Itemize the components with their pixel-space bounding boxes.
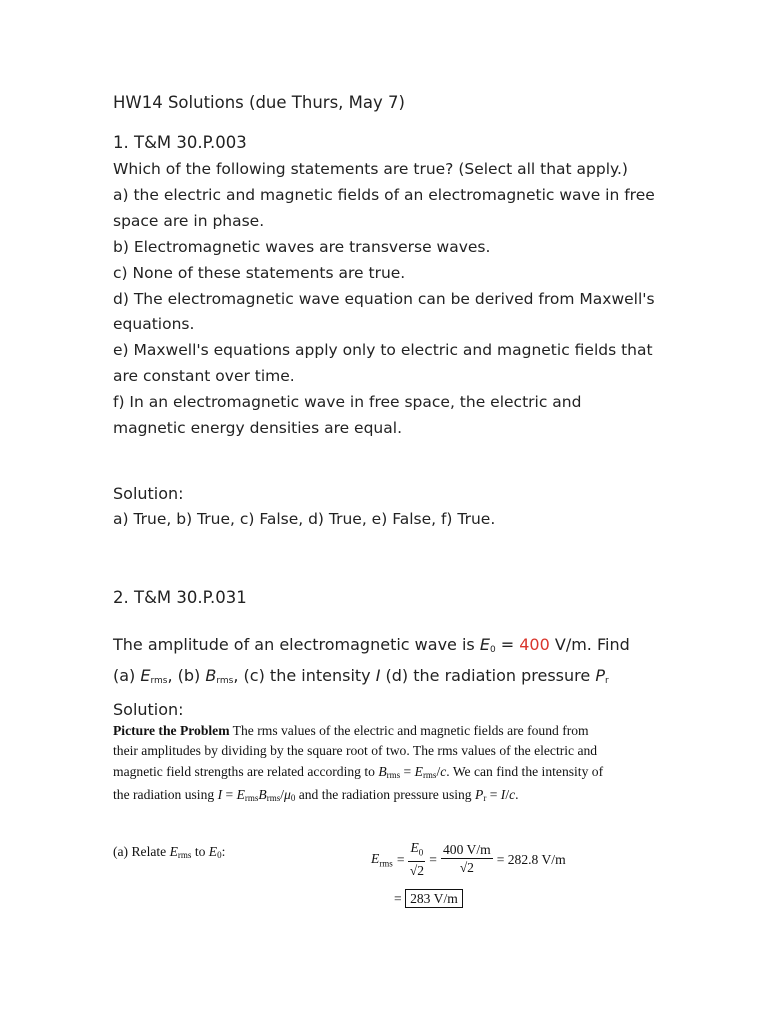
erms-result: = 282.8 V/m: [496, 851, 566, 867]
part-a-label: (a) Relate $E_{rms}$ to $E_0$:: [113, 844, 226, 860]
problem-2-statement: The amplitude of an electromagnetic wave is $E_0 = 400$ V/m. Find (a) $E_{rms}$, (b) $B_{rms}$, (c) the intensity I (d) the radiation pressure $P_r$: [113, 635, 630, 686]
option-d: d) The electromagnetic wave equation can be derived from Maxwell's equations.: [113, 289, 655, 334]
option-a: a) the electric and magnetic fields of an electromagnetic wave in free space are in phase.: [113, 185, 655, 230]
option-c: c) None of these statements are true.: [113, 263, 406, 282]
problem-1-question: Which of the following statements are true? (Select all that apply.): [113, 160, 628, 178]
problem-1-heading: 1. T&M 30.P.003: [113, 133, 247, 152]
amplitude-value: 400: [519, 635, 550, 654]
problem-2-heading: 2. T&M 30.P.031: [113, 588, 247, 607]
erms-boxed-answer: 283 V/m: [405, 889, 463, 908]
problem-1-answers: a) True, b) True, c) False, d) True, e) False, f) True.: [113, 510, 496, 528]
problem-1-question-block: [113, 157, 658, 442]
fraction-e0-sqrt2: $\frac{E_0}{√2}$: [409, 840, 425, 878]
erms-boxed-answer-row: = 283 V/m: [394, 891, 463, 907]
option-e: e) Maxwell's equations apply only to electric and magnetic fields that are constant over time.: [113, 341, 653, 386]
problem-1-solution-label: Solution:: [113, 484, 184, 503]
problem-2-solution-label: Solution:: [113, 700, 184, 719]
picture-the-problem: Picture the Problem The rms values of the electric and magnetic fields are found from their amplitudes by dividing by the square root of two. The rms values of the electric and magnetic field strengths are related according to $B_{rms} = E_{rms}/c$. We can find the intensity of the radiation using $I = E_{rms}B_{rms}/\mu_0$ and the radiation pressure using $P_r = I/c$.: [113, 723, 604, 803]
option-f: f) In an electromagnetic wave in free space, the electric and magnetic energy densities are equal.: [113, 393, 582, 438]
fraction-400-sqrt2: $\frac{400 V/m}{√2}$: [442, 842, 491, 876]
option-b: b) Electromagnetic waves are transverse waves.: [113, 237, 491, 256]
erms-equation: $E_{rms}$ = $\frac{E_0}{√2}$ = $\frac{400 V/m}{√2}$ = 282.8 V/m: [371, 840, 566, 878]
page-title: HW14 Solutions (due Thurs, May 7): [113, 93, 405, 112]
